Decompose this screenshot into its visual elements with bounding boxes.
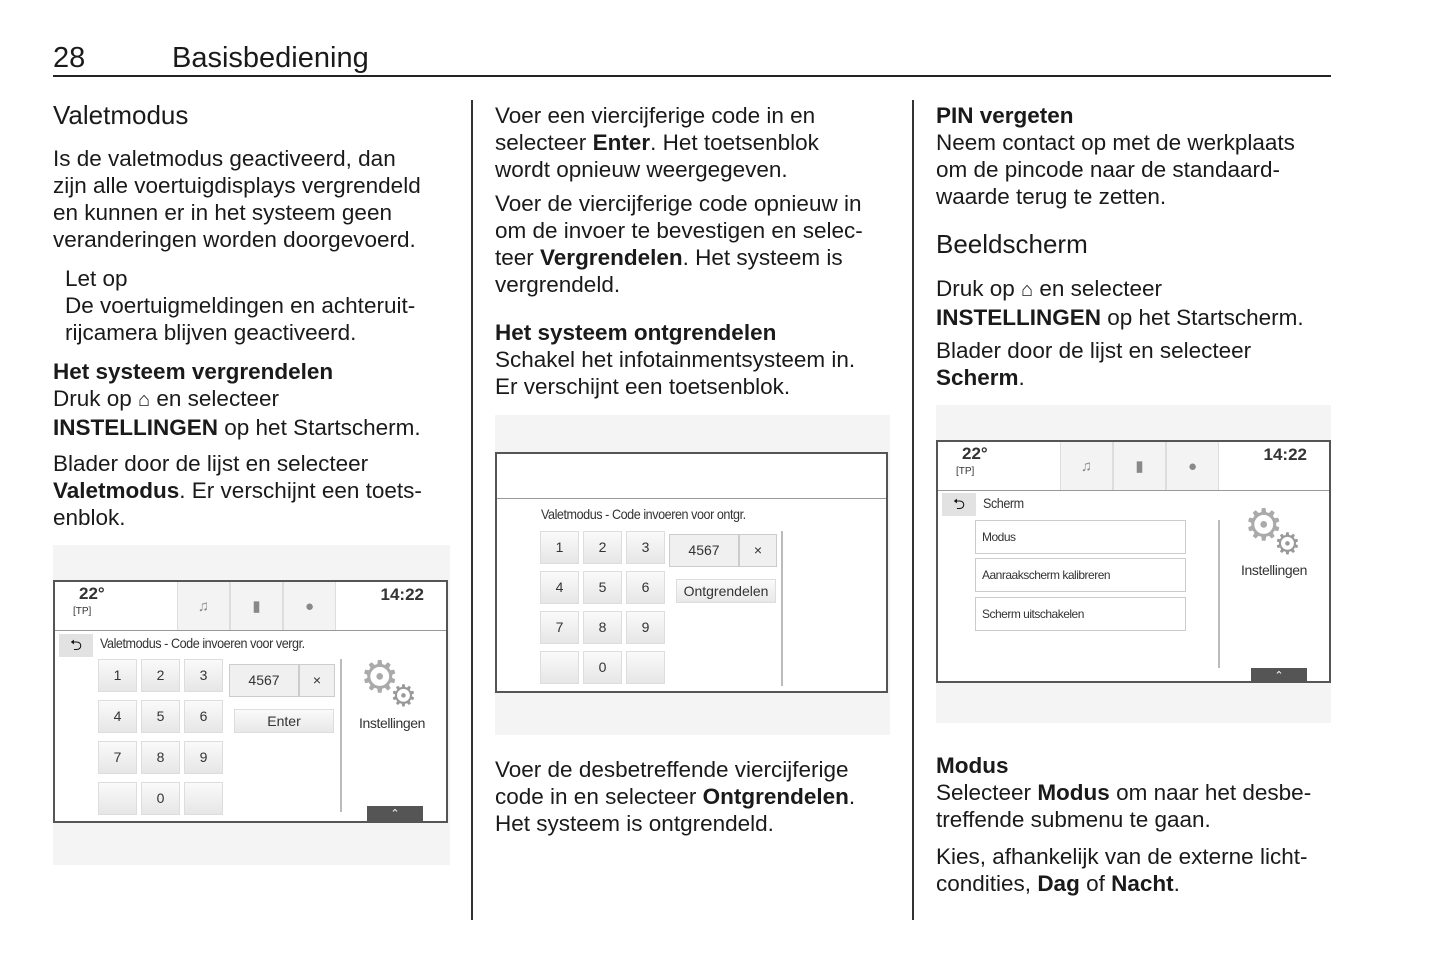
text-run: Blader door de lijst en selecteer	[936, 338, 1252, 363]
ui-term: Ontgrendelen	[702, 784, 849, 809]
clock: 14:22	[1263, 445, 1307, 464]
ui-term: Modus	[1037, 780, 1110, 805]
text-line	[936, 337, 1251, 364]
column-divider	[912, 100, 914, 920]
paragraph	[936, 275, 1304, 331]
text-run: veranderingen worden doorgevoerd.	[53, 227, 416, 252]
text-run: of	[1079, 871, 1112, 896]
paragraph	[495, 190, 863, 298]
text-run: Voer de desbetreffende viercijferige	[495, 757, 849, 782]
status-bar	[938, 442, 1329, 491]
text-line	[495, 217, 863, 244]
ui-term: INSTELLINGEN	[53, 415, 219, 440]
text-run: . Er verschijnt een toets-	[179, 478, 422, 503]
text-line	[936, 806, 1311, 833]
text-line	[65, 319, 415, 346]
keypad-key-blank[interactable]	[98, 782, 137, 815]
text-line	[53, 504, 422, 531]
text-line	[936, 752, 1311, 779]
keypad-key-7[interactable]: 7	[98, 741, 137, 774]
text-line	[936, 304, 1304, 331]
settings-gear-icon: ⚙	[1244, 501, 1284, 550]
text-line	[495, 271, 863, 298]
keypad-key-5[interactable]: 5	[141, 700, 180, 733]
app-label: Instellingen	[1241, 562, 1308, 578]
status-bar	[55, 582, 446, 631]
text-line	[936, 102, 1295, 129]
subheading: Het systeem ontgrendelen	[495, 320, 777, 345]
paragraph	[495, 756, 855, 837]
text-run: .	[1173, 871, 1180, 896]
section-heading	[53, 100, 188, 130]
text-line	[936, 156, 1295, 183]
text-run: enblok.	[53, 505, 126, 530]
nav-icon[interactable]: ●	[1166, 442, 1219, 490]
keypad-key-blank[interactable]	[626, 651, 665, 684]
text-line	[495, 783, 855, 810]
menu-item-modus[interactable]: Modus	[975, 520, 1186, 554]
text-line	[53, 385, 421, 414]
unlock-button[interactable]: Ontgrendelen	[676, 579, 776, 603]
tp-indicator: [TP]	[956, 466, 975, 477]
text-line	[936, 870, 1307, 897]
ui-term: Vergrendelen	[540, 245, 683, 270]
ui-term: Valetmodus	[53, 478, 180, 503]
audio-icon[interactable]: ♫	[1060, 442, 1113, 490]
keypad-key-3[interactable]: 3	[626, 531, 665, 564]
text-line	[495, 319, 855, 346]
code-field[interactable]: 4567	[669, 534, 739, 567]
keypad-key-8[interactable]: 8	[141, 741, 180, 774]
settings-gear-icon: ⚙	[1274, 528, 1301, 561]
keypad-key-5[interactable]: 5	[583, 571, 622, 604]
home-icon: ⌂	[1021, 279, 1034, 301]
paragraph	[495, 102, 819, 183]
settings-gear-icon: ⚙	[360, 653, 400, 702]
divider	[340, 659, 342, 812]
text-run: wordt opnieuw weergegeven.	[495, 157, 788, 182]
keypad-key-6[interactable]: 6	[184, 700, 223, 733]
text-run: selecteer	[495, 130, 593, 155]
back-button[interactable]: ⮌	[59, 634, 93, 657]
clock: 14:22	[380, 585, 424, 604]
text-run: om naar het desbe-	[1109, 780, 1312, 805]
text-line	[495, 346, 855, 373]
keypad-key-3[interactable]: 3	[184, 659, 223, 692]
ui-term: INSTELLINGEN	[936, 305, 1102, 330]
divider	[781, 531, 783, 686]
paragraph	[936, 337, 1251, 391]
clear-button[interactable]: ×	[299, 664, 335, 697]
text-run: Voer een viercijferige code in en	[495, 103, 816, 128]
keypad-key-0[interactable]: 0	[583, 651, 622, 684]
text-run: vergrendeld.	[495, 272, 621, 297]
keypad-key-1[interactable]: 1	[98, 659, 137, 692]
subheading: PIN vergeten	[936, 103, 1074, 128]
text-run: om de invoer te bevestigen en selec-	[495, 218, 863, 243]
home-icon: ⌂	[138, 389, 151, 411]
settings-gear-icon: ⚙	[390, 680, 417, 713]
keypad-key-7[interactable]: 7	[540, 611, 579, 644]
text-line	[495, 129, 819, 156]
header-rule	[53, 75, 1331, 77]
paragraph	[53, 358, 421, 441]
paragraph	[53, 145, 421, 253]
text-line	[495, 810, 855, 837]
text-run: .	[848, 784, 856, 809]
text-line	[53, 414, 421, 441]
keypad-key-9[interactable]: 9	[626, 611, 665, 644]
text-run: Blader door de lijst en selecteer	[53, 451, 369, 476]
screen-valet-lock	[53, 580, 448, 823]
keypad-key-0[interactable]: 0	[141, 782, 180, 815]
paragraph	[936, 102, 1295, 210]
paragraph	[936, 752, 1311, 833]
text-run: op het Startscherm.	[1101, 305, 1304, 330]
text-run: Er verschijnt een toetsenblok.	[495, 374, 791, 399]
screen-valet-unlock	[495, 452, 888, 693]
ui-term: Scherm	[936, 365, 1019, 390]
ui-term: Dag	[1037, 871, 1080, 896]
text-line	[495, 373, 855, 400]
text-run: Is de valetmodus geactiveerd, dan	[53, 146, 396, 171]
chapter-title: Basisbediening	[172, 42, 369, 74]
text-run: Neem contact op met de werkplaats	[936, 130, 1295, 155]
text-line	[53, 477, 422, 504]
menu-item-calibrate[interactable]: Aanraakscherm kalibreren	[975, 558, 1186, 592]
text-line	[53, 199, 421, 226]
menu-item-screen-off[interactable]: Scherm uitschakelen	[975, 597, 1186, 631]
divider	[1218, 520, 1220, 668]
text-line	[53, 100, 188, 130]
subheading: Het systeem vergrendelen	[53, 359, 334, 384]
enter-button[interactable]: Enter	[234, 709, 334, 733]
text-line	[936, 364, 1251, 391]
status-bar	[497, 454, 886, 499]
text-run: waarde terug te zetten.	[936, 184, 1167, 209]
paragraph	[495, 319, 855, 400]
text-line	[495, 190, 863, 217]
phone-icon[interactable]: ▮	[1113, 442, 1166, 490]
scroll-up-button[interactable]: ⌃	[1251, 668, 1307, 683]
back-button[interactable]: ⮌	[942, 493, 976, 516]
text-run: Beeldscherm	[936, 229, 1088, 259]
text-run: . Het systeem is	[682, 245, 843, 270]
note-block	[65, 265, 415, 346]
text-line	[495, 756, 855, 783]
screen-title: Valetmodus - Code invoeren voor vergr.	[100, 635, 305, 651]
text-line	[936, 229, 1088, 259]
page-number: 28	[53, 42, 86, 74]
text-run: Valetmodus	[53, 100, 189, 130]
text-run: Het systeem is ontgrendeld.	[495, 811, 774, 836]
keypad-key-8[interactable]: 8	[583, 611, 622, 644]
subheading: Modus	[936, 753, 1009, 778]
nav-icon[interactable]: ●	[283, 582, 336, 630]
phone-icon[interactable]: ▮	[230, 582, 283, 630]
audio-icon[interactable]: ♫	[177, 582, 230, 630]
temperature: 22°	[79, 584, 105, 603]
screen-title: Valetmodus - Code invoeren voor ontgr.	[541, 506, 746, 522]
keypad-key-blank[interactable]	[184, 782, 223, 815]
text-line	[936, 779, 1311, 806]
text-line	[53, 172, 421, 199]
tp-indicator: [TP]	[73, 606, 92, 617]
keypad-key-4[interactable]: 4	[98, 700, 137, 733]
text-run: zijn alle voertuigdisplays vergrendeld	[53, 173, 421, 198]
text-run: en selecteer	[150, 386, 279, 411]
paragraph	[936, 843, 1307, 897]
clear-button[interactable]: ×	[739, 534, 777, 567]
text-run: rijcamera blijven geactiveerd.	[65, 320, 357, 345]
keypad-key-blank[interactable]	[540, 651, 579, 684]
ui-term: Enter	[592, 130, 651, 155]
text-line	[53, 450, 422, 477]
ui-term: Nacht	[1111, 871, 1174, 896]
text-line	[65, 292, 415, 319]
text-run: op het Startscherm.	[218, 415, 421, 440]
text-run: om de pincode naar de standaard-	[936, 157, 1280, 182]
code-field[interactable]: 4567	[229, 664, 299, 697]
text-line	[53, 226, 421, 253]
column-divider	[471, 100, 473, 920]
text-run: Druk op	[936, 276, 1022, 301]
temperature: 22°	[962, 444, 988, 463]
keypad-key-4[interactable]: 4	[540, 571, 579, 604]
text-line	[65, 265, 415, 292]
text-run: teer	[495, 245, 541, 270]
screen-title: Scherm	[983, 495, 1024, 511]
text-line	[936, 129, 1295, 156]
keypad-key-2[interactable]: 2	[583, 531, 622, 564]
text-run: condities,	[936, 871, 1038, 896]
text-run: en kunnen er in het systeem geen	[53, 200, 392, 225]
keypad-key-9[interactable]: 9	[184, 741, 223, 774]
text-run: Kies, afhankelijk van de externe licht-	[936, 844, 1308, 869]
paragraph	[53, 450, 422, 531]
text-line	[936, 183, 1295, 210]
text-run: Let op	[65, 266, 128, 291]
scroll-up-button[interactable]: ⌃	[367, 806, 423, 823]
text-line	[936, 275, 1304, 304]
app-label: Instellingen	[359, 715, 426, 731]
text-line	[495, 244, 863, 271]
keypad-key-6[interactable]: 6	[626, 571, 665, 604]
text-run: Selecteer	[936, 780, 1038, 805]
text-run: De voertuigmeldingen en achteruit-	[65, 293, 416, 318]
text-run: Voer de viercijferige code opnieuw in	[495, 191, 862, 216]
text-line	[53, 358, 421, 385]
text-run: en selecteer	[1033, 276, 1162, 301]
screen-scherm	[936, 440, 1331, 683]
text-run: Schakel het infotainmentsysteem in.	[495, 347, 856, 372]
keypad-key-1[interactable]: 1	[540, 531, 579, 564]
text-run: code in en selecteer	[495, 784, 703, 809]
text-run: Druk op	[53, 386, 139, 411]
text-line	[936, 843, 1307, 870]
text-run: treffende submenu te gaan.	[936, 807, 1211, 832]
keypad-key-2[interactable]: 2	[141, 659, 180, 692]
text-line	[53, 145, 421, 172]
text-run: .	[1018, 365, 1025, 390]
text-line	[495, 156, 819, 183]
text-line	[495, 102, 819, 129]
text-run: . Het toetsenblok	[650, 130, 819, 155]
section-heading	[936, 229, 1088, 259]
